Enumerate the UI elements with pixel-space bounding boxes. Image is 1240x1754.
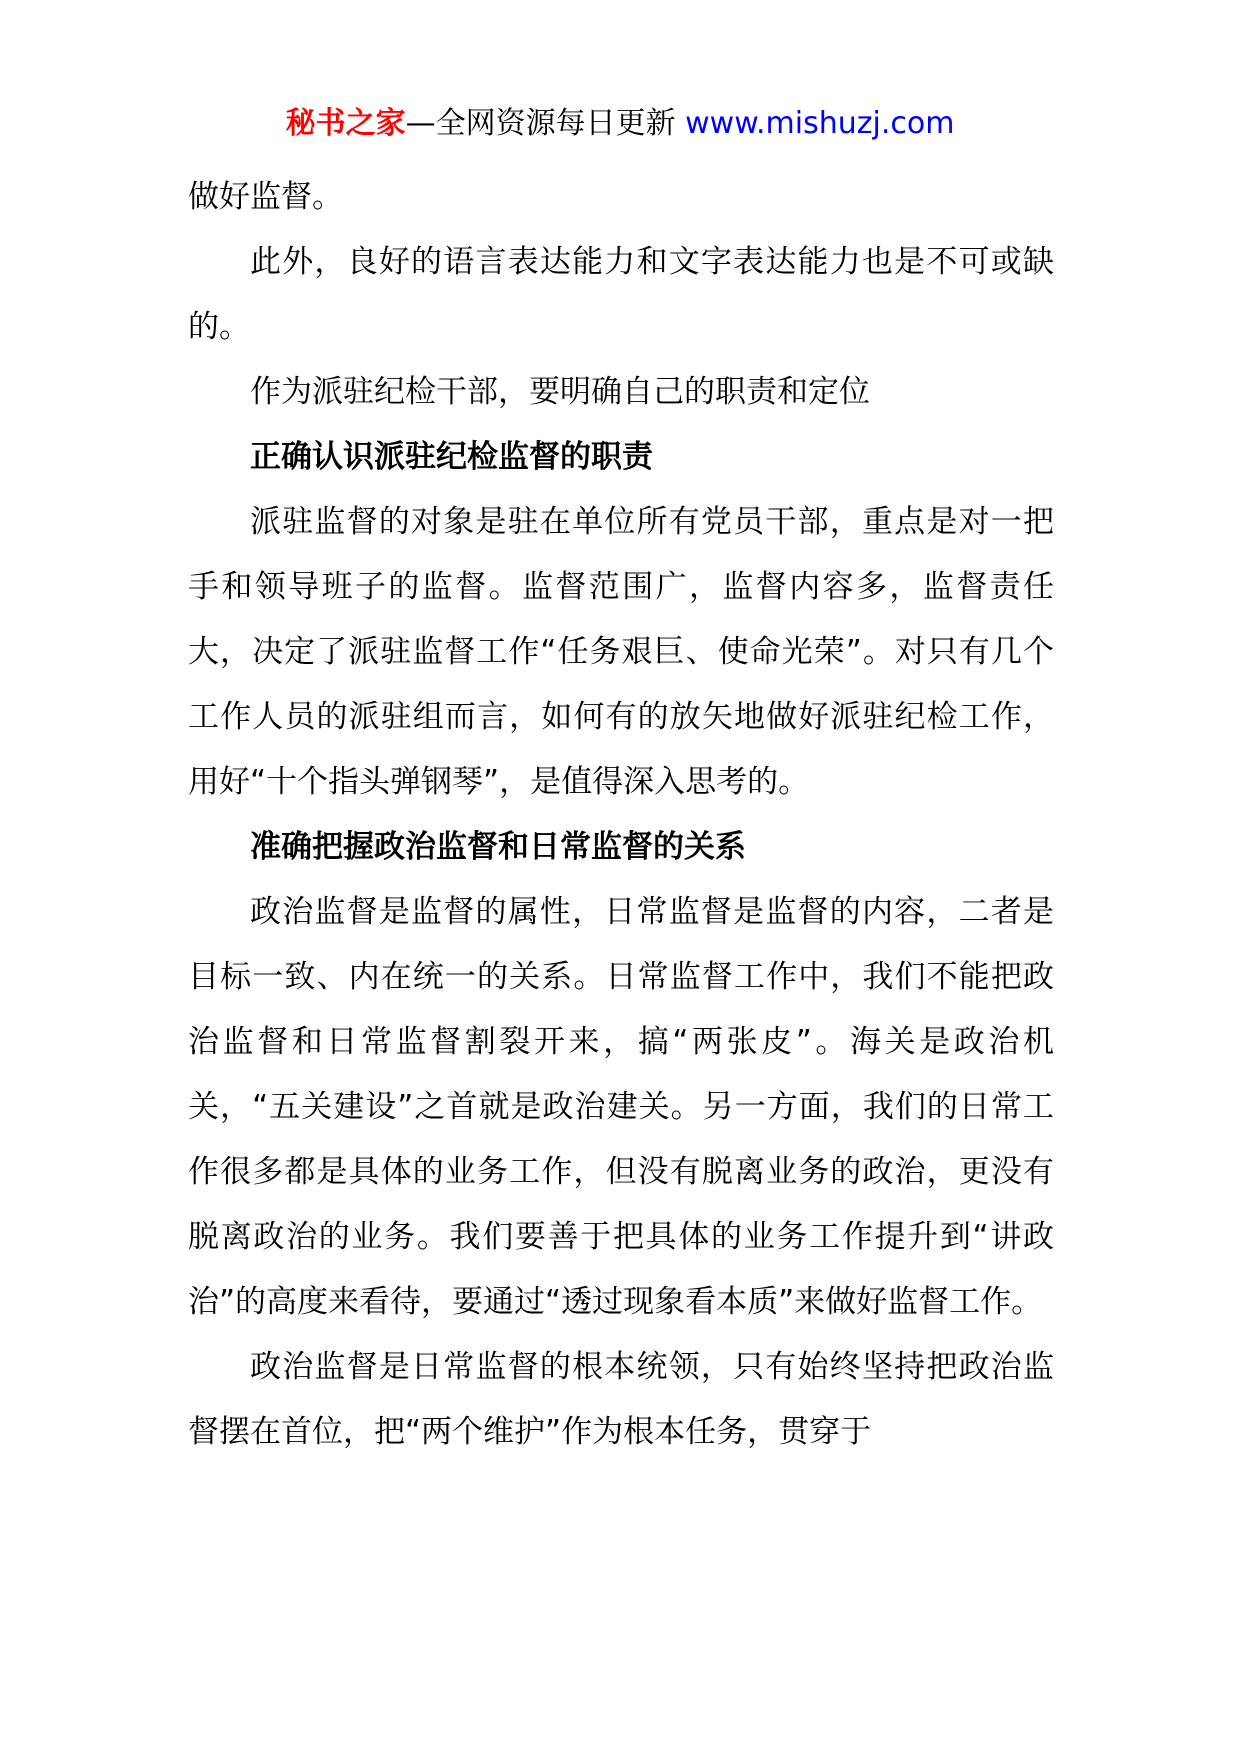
paragraph: 此外，良好的语言表达能力和文字表达能力也是不可或缺的。	[188, 244, 1054, 345]
paragraph: 政治监督是日常监督的根本统领，只有始终坚持把政治监督摆在首位，把“两个维护”作为根本任务，贯穿于	[188, 1349, 1054, 1450]
paragraph: 作为派驻纪检干部，要明确自己的职责和定位	[250, 374, 870, 410]
brand-name: 秘书之家	[285, 106, 406, 141]
section-heading: 准确把握政治监督和日常监督的关系	[250, 829, 746, 865]
site-url-link[interactable]: www.mishuzj.com	[685, 106, 955, 141]
paragraph: 做好监督。	[188, 179, 343, 215]
header-tagline: —全网资源每日更新	[405, 106, 676, 141]
document-body	[188, 165, 1054, 1465]
paragraph: 派驻监督的对象是驻在单位所有党员干部，重点是对一把手和领导班子的监督。监督范围广，监督内容多，监督责任大，决定了派驻监督工作“任务艰巨、使命光荣”。对只有几个工作人员的派驻组而言，如何有的放矢地做好派驻纪检工作，用好“十个指头弹钢琴”，是值得深入思考的。	[188, 504, 1054, 800]
section-heading: 正确认识派驻纪检监督的职责	[250, 439, 653, 475]
site-header	[0, 104, 1240, 144]
paragraph: 政治监督是监督的属性，日常监督是监督的内容，二者是目标一致、内在统一的关系。日常监督工作中，我们不能把政治监督和日常监督割裂开来，搞“两张皮”。海关是政治机关，“五关建设”之首就是政治建关。另一方面，我们的日常工作很多都是具体的业务工作，但没有脱离业务的政治，更没有脱离政治的业务。我们要善于把具体的业务工作提升到“讲政治”的高度来看待，要通过“透过现象看本质”来做好监督工作。	[188, 894, 1054, 1320]
